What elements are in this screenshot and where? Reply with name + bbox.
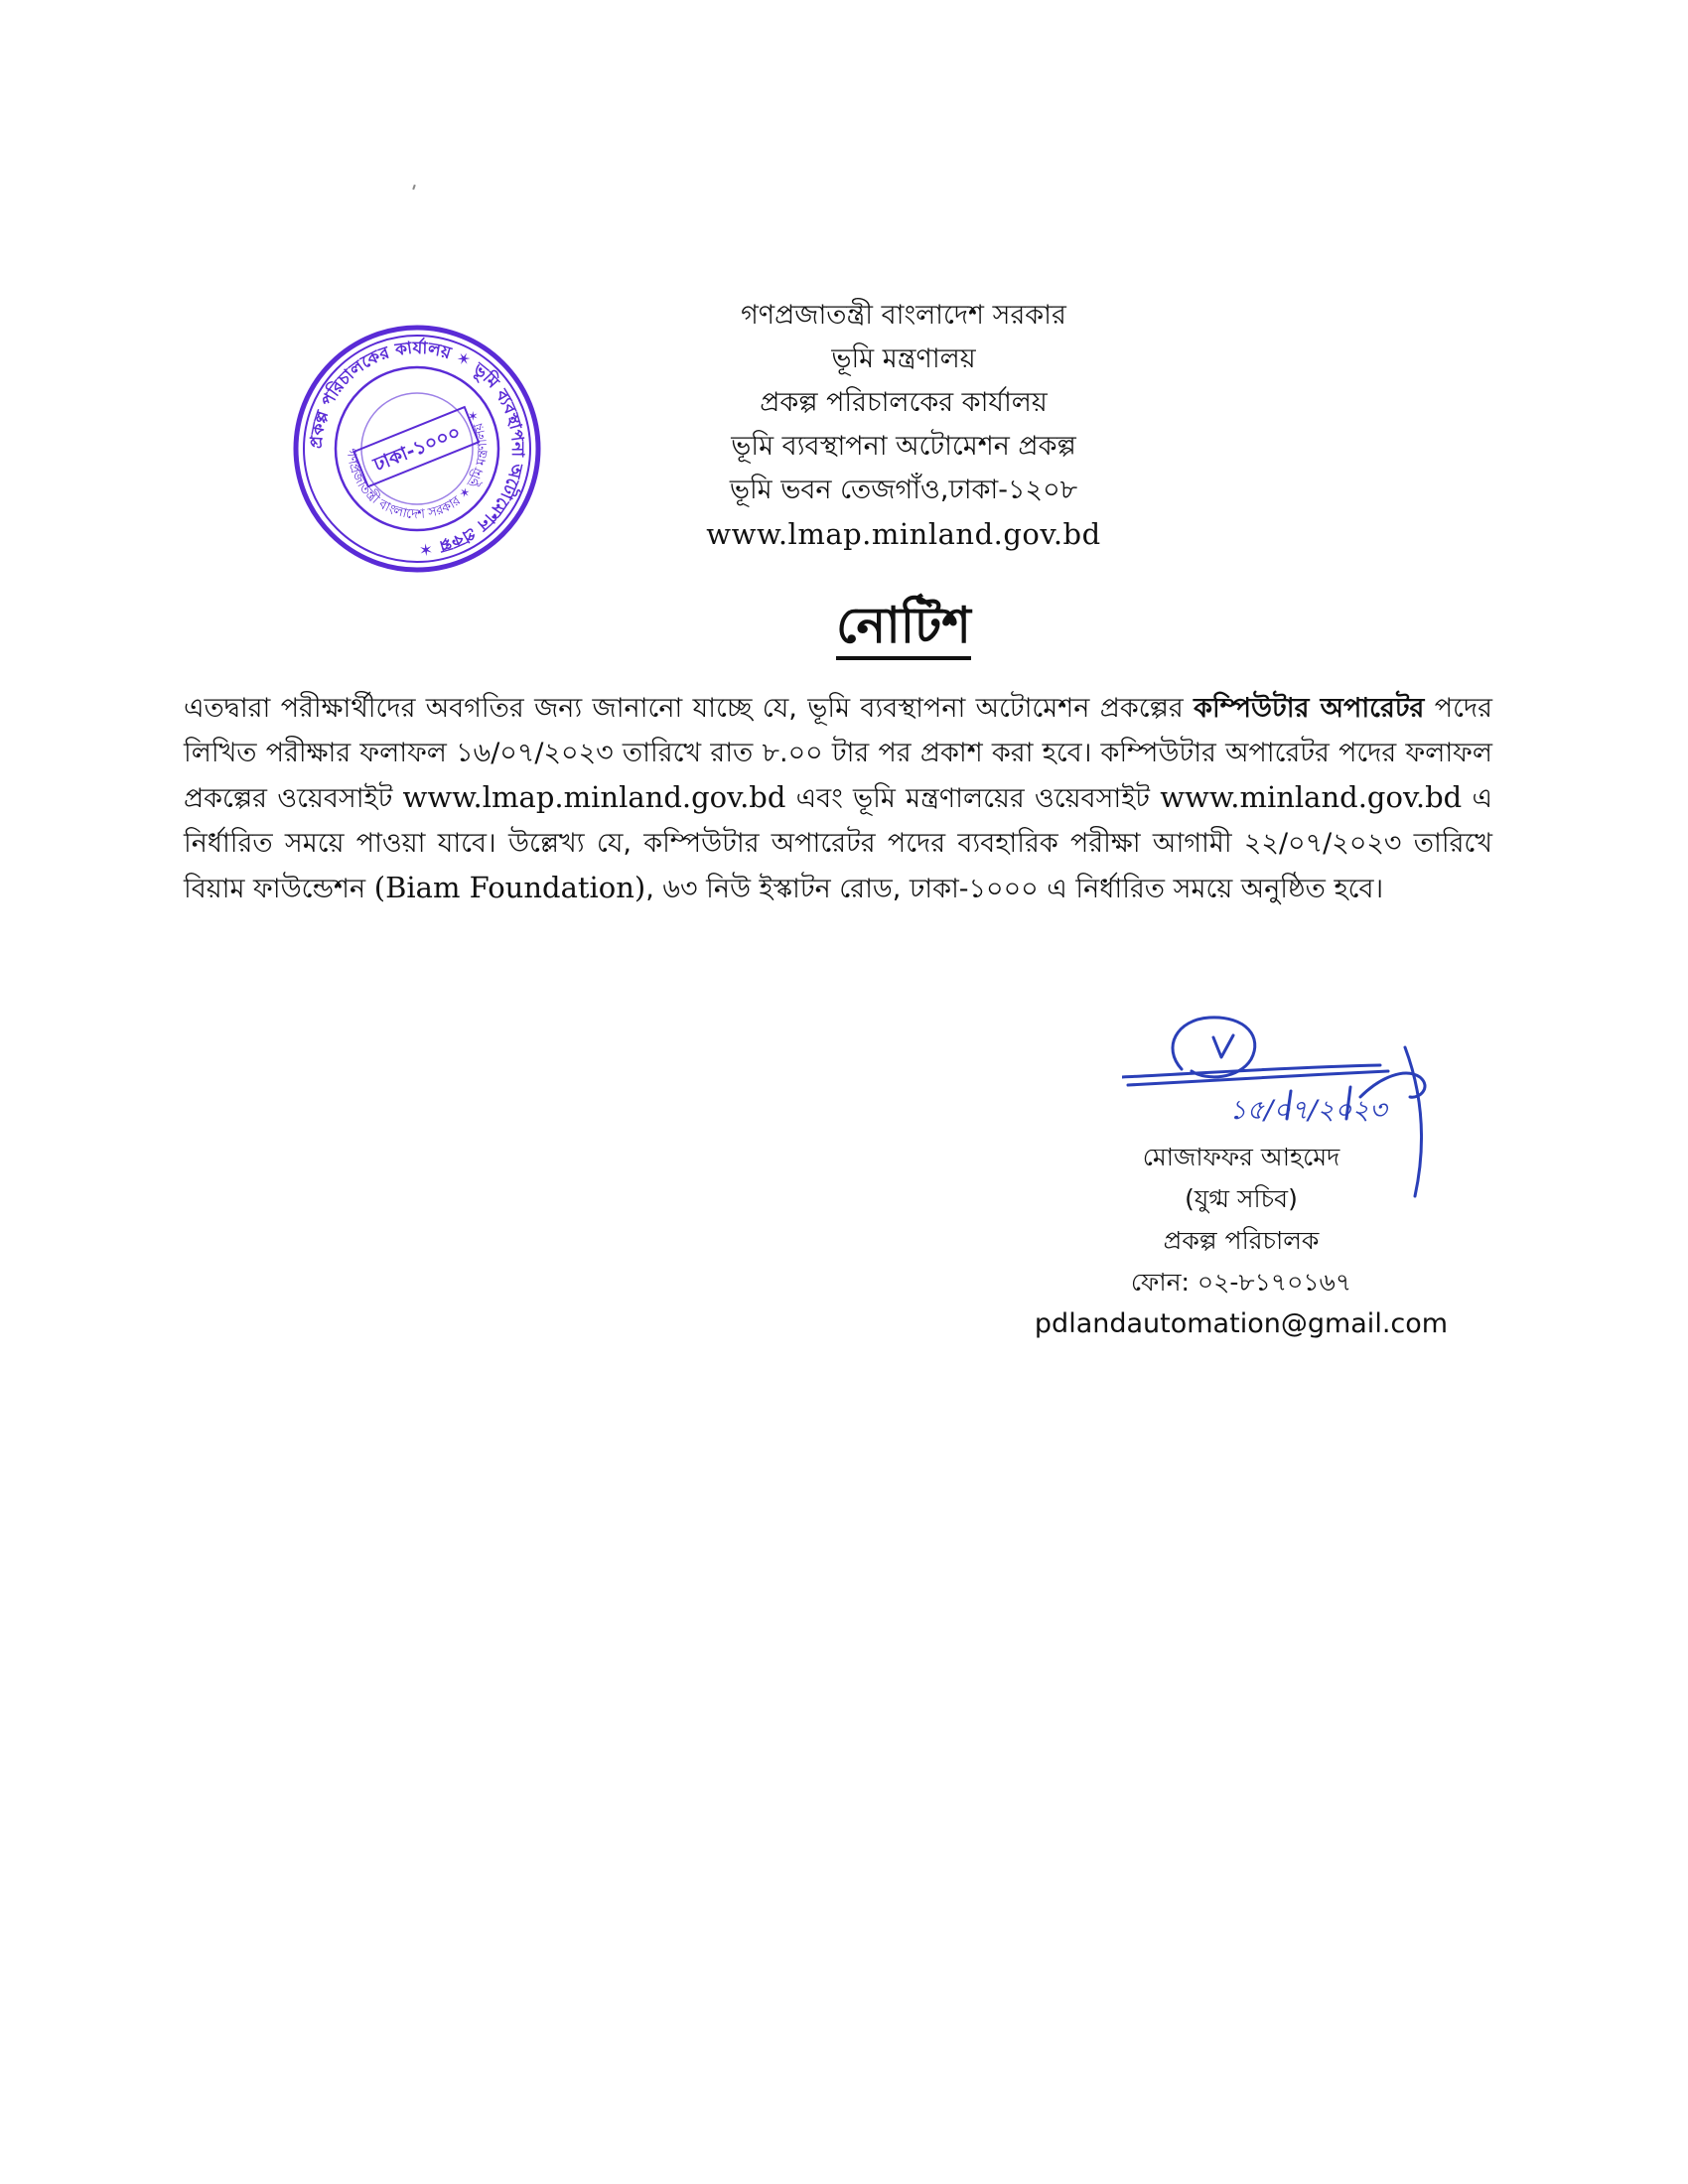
signature-block xyxy=(993,1137,1489,1345)
sig-check xyxy=(1213,1035,1233,1057)
seal-inner-text: গণপ্রজাতন্ত্রী বাংলাদেশ সরকার ✶ ভূমি মন্ত্রণালয় ✶ xyxy=(343,406,492,523)
header-address: ভূমি ভবন তেজগাঁও,ঢাকা-১২০৮ xyxy=(729,475,1078,505)
letterhead xyxy=(606,294,1201,556)
seal-outer-text: প্রকল্প পরিচালকের কার্যালয় ✶ ভূমি ব্যবস্থাপনা অটোমেশন প্রকল্প ✶ xyxy=(306,338,528,560)
signatory-name: মোজাফফর আহমেদ xyxy=(1142,1143,1340,1171)
body-part-3: এবং ভূমি মন্ত্রণালয়ের ওয়েবসাইট xyxy=(795,783,1150,814)
body-org-latin: (Biam Foundation) xyxy=(373,871,646,904)
body-part-2: পদের লিখিত পরীক্ষার ফলাফল ১৬/০৭/২০২৩ তারিখে রাত ৮.০০ টার পর প্রকাশ করা হবে। কম্পিউটার অপারেটর পদের ফলাফল প্রকল্পের ওয়েবসাইট xyxy=(184,693,1493,814)
signatory-phone: ফোন: ০২-৮১৭০১৬৭ xyxy=(1130,1268,1352,1297)
sig-loop xyxy=(1173,1018,1255,1077)
scan-speck xyxy=(412,185,416,190)
body-url-ministry: www.minland.gov.bd xyxy=(1160,780,1463,814)
sig-stroke-2 xyxy=(1128,1071,1388,1085)
header-government: গণপ্রজাতন্ত্রী বাংলাদেশ সরকার xyxy=(741,300,1066,331)
sig-stroke-1 xyxy=(1122,1065,1380,1077)
notice-title-text: নোটিশ xyxy=(836,597,971,660)
body-post-name: কম্পিউটার অপারেটর xyxy=(1194,693,1425,724)
header-office: প্রকল্প পরিচালকের কার্যালয় xyxy=(760,387,1048,418)
body-part-5: , ৬৩ নিউ ইস্কাটন রোড, ঢাকা-১০০০ এ নির্ধারিত সময়ে অনুষ্ঠিত হবে। xyxy=(645,874,1384,904)
header-website: www.lmap.minland.gov.bd xyxy=(706,517,1101,551)
body-part-4: এ নির্ধারিত সময়ে পাওয়া যাবে। উল্লেখ্য যে, কম্পিউটার অপারেটর পদের ব্যবহারিক পরীক্ষা আগামী ২২/০৭/২০২৩ তারিখে বিয়াম ফাউন্ডেশন xyxy=(184,783,1493,904)
signatory-email: pdlandautomation@gmail.com xyxy=(1034,1308,1449,1339)
seal-center-text: ঢাকা-১০০০ xyxy=(370,421,464,477)
notice-title xyxy=(0,594,1688,657)
signatory-designation: (যুগ্ম সচিব) xyxy=(1185,1184,1298,1213)
header-ministry: ভূমি মন্ত্রণালয় xyxy=(831,343,976,374)
official-seal xyxy=(288,323,546,576)
sig-handwritten-date: ১৫/০৭/২০২৩ xyxy=(1229,1095,1387,1126)
notice-body xyxy=(184,687,1492,912)
body-url-project: www.lmap.minland.gov.bd xyxy=(402,780,786,814)
header-project: ভূমি ব্যবস্থাপনা অটোমেশন প্রকল্প xyxy=(731,431,1076,462)
body-part-1: এতদ্বারা পরীক্ষার্থীদের অবগতির জন্য জানানো যাচ্ছে যে, ভূমি ব্যবস্থাপনা অটোমেশন প্রকল্পের xyxy=(184,693,1184,724)
signatory-role: প্রকল্প পরিচালক xyxy=(1163,1226,1320,1255)
